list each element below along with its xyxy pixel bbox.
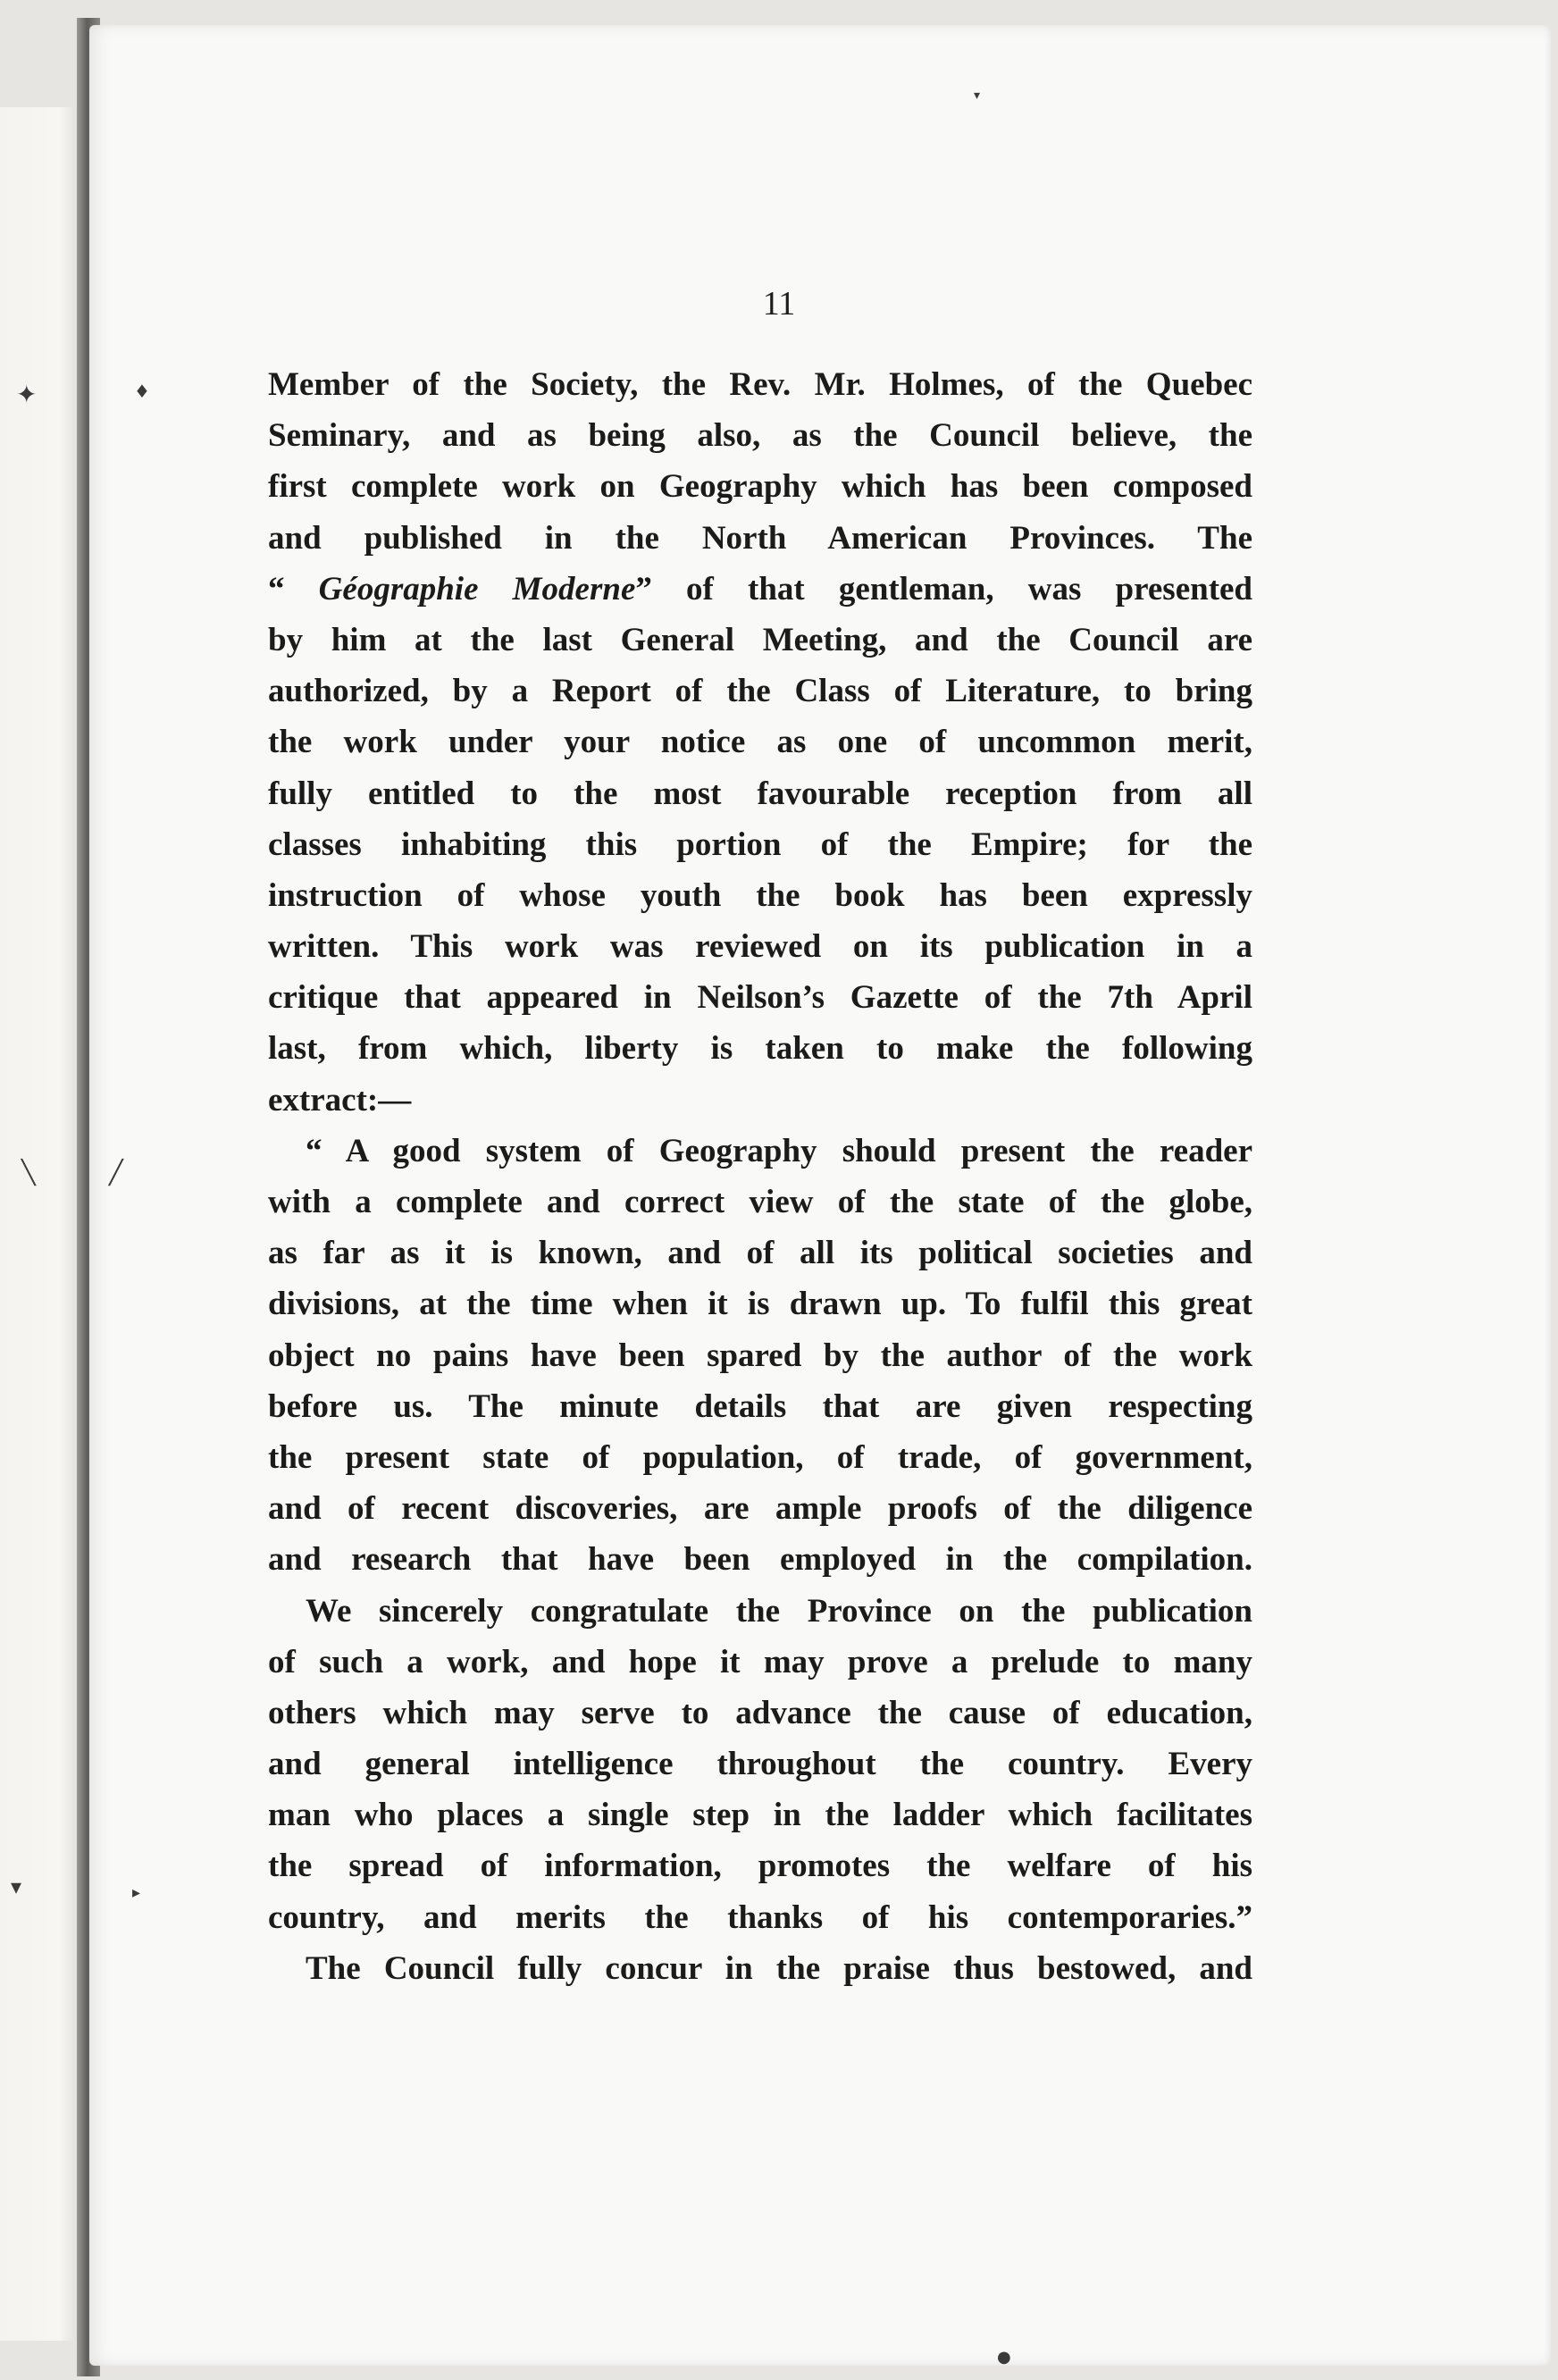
text-line: first complete work on Geography which has been composed — [268, 468, 1252, 506]
text-line: Member of the Society, the Rev. Mr. Holmes, of the Quebec — [268, 366, 1252, 403]
page-number: 11 — [762, 285, 796, 323]
stray-mark-icon: ╲ — [21, 1160, 36, 1186]
page-body-text — [268, 359, 1252, 1994]
text-line: “ Géographie Moderne” of that gentleman, was presented — [268, 570, 1252, 608]
text-line: and published in the North American Provinces. The — [268, 519, 1252, 557]
text-line: and general intelligence throughout the country. Every — [268, 1746, 1252, 1783]
text-line: and research that have been employed in the compilation. — [268, 1541, 1252, 1579]
facing-page-edge — [0, 107, 85, 2341]
text-line: the present state of population, of trade, of government, — [268, 1438, 1252, 1476]
book-title-italic: Géographie Moderne — [318, 570, 636, 608]
text-line: before us. The minute details that are given respecting — [268, 1387, 1252, 1425]
text-line: We sincerely congratulate the Province on the publication — [306, 1592, 1252, 1630]
text-line: written. This work was reviewed on its publication in a — [268, 928, 1252, 966]
text-line: “ A good system of Geography should present the reader — [306, 1132, 1252, 1169]
text-line: others which may serve to advance the cause of education, — [268, 1694, 1252, 1731]
text-line: classes inhabiting this portion of the Empire; for the — [268, 825, 1252, 863]
stray-mark-icon: ▾ — [974, 88, 981, 103]
stray-mark-icon: ✦ — [16, 380, 38, 409]
text-line: man who places a single step in the ladder which facilitates — [268, 1797, 1252, 1834]
text-line: the spread of information, promotes the welfare of his — [268, 1848, 1252, 1885]
stray-mark-icon: ♦ — [134, 381, 150, 402]
stray-mark-icon: ● — [997, 2348, 1011, 2367]
text-line: by him at the last General Meeting, and the Council are — [268, 621, 1252, 658]
text-line: last, from which, liberty is taken to make the following — [268, 1030, 1252, 1068]
text-line: the work under your notice as one of uncommon merit, — [268, 724, 1252, 761]
text-line: Seminary, and as being also, as the Council believe, the — [268, 417, 1252, 455]
stray-mark-icon: ╱ — [109, 1160, 123, 1186]
text-line: The Council fully concur in the praise thus bestowed, and — [306, 1949, 1252, 1987]
text-line: of such a work, and hope it may prove a prelude to many — [268, 1643, 1252, 1680]
text-line: critique that appeared in Neilson’s Gazette of the 7th April — [268, 979, 1252, 1017]
stray-mark-icon: ▸ — [132, 1883, 141, 1902]
text-line: with a complete and correct view of the state of the globe, — [268, 1184, 1252, 1220]
text-line: instruction of whose youth the book has been expressly — [268, 876, 1252, 914]
text-line: authorized, by a Report of the Class of Literature, to bring — [268, 673, 1252, 710]
text-line: fully entitled to the most favourable reception from all — [268, 775, 1252, 812]
text-line: country, and merits the thanks of his contemporaries.” — [268, 1898, 1252, 1936]
text-line: extract:— — [268, 1081, 412, 1119]
text-line: object no pains have been spared by the author of the work — [268, 1337, 1252, 1374]
text-line: divisions, at the time when it is drawn up. To fulfil this great — [268, 1286, 1252, 1323]
stray-mark-icon: ▾ — [11, 1874, 22, 1899]
text-line: as far as it is known, and of all its political societies and — [268, 1235, 1252, 1272]
text-line: and of recent discoveries, are ample proofs of the diligence — [268, 1490, 1252, 1528]
